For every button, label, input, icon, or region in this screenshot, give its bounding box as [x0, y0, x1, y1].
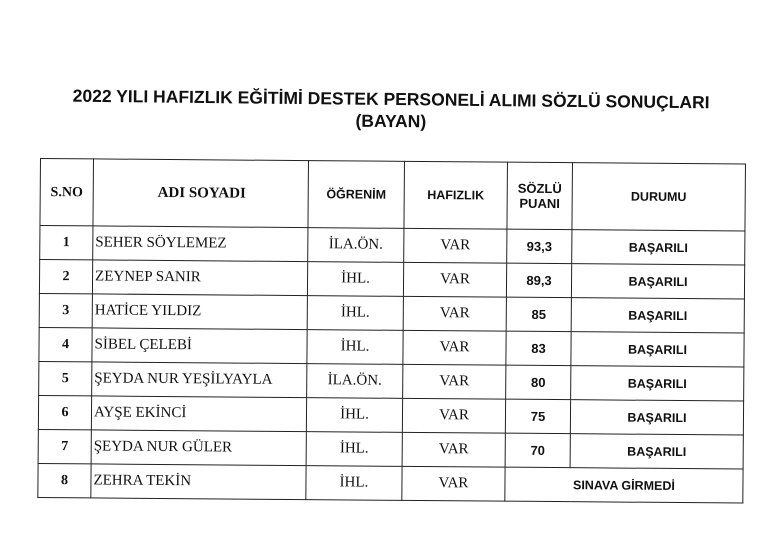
row-name: ZEYNEP SANIR: [92, 260, 307, 296]
row-status: BAŞARILI: [570, 400, 743, 435]
row-score: 93,3: [507, 229, 572, 264]
row-education: İHL.: [306, 432, 402, 467]
row-number: 7: [38, 429, 91, 463]
row-score: 75: [505, 399, 570, 434]
row-number: 4: [39, 327, 92, 361]
row-number: 2: [39, 260, 92, 294]
table-body: [38, 226, 745, 504]
row-status: BAŞARILI: [571, 298, 744, 333]
results-table-wrapper: [37, 158, 746, 504]
row-education: İHL.: [307, 296, 403, 331]
row-score: 85: [506, 297, 571, 332]
header-hafizlik: HAFIZLIK: [404, 161, 508, 229]
table-row: [40, 226, 745, 266]
table-row: [39, 293, 744, 333]
table-row: [39, 361, 744, 401]
row-name: ZEHRA TEKİN: [91, 464, 306, 500]
row-status: BAŞARILI: [572, 230, 745, 265]
document-title: [0, 84, 782, 136]
row-hafizlik: VAR: [402, 466, 505, 501]
row-number: 8: [38, 463, 91, 497]
row-education: İHL.: [306, 466, 402, 501]
row-number: 5: [39, 361, 92, 395]
row-education: İHL.: [307, 262, 403, 297]
row-status: BAŞARILI: [571, 264, 744, 299]
table-row: [39, 327, 744, 367]
row-merged-status: SINAVA GİRMEDİ: [505, 467, 743, 503]
row-education: İLA.ÖN.: [308, 228, 404, 263]
row-name: SİBEL ÇELEBİ: [92, 328, 307, 364]
header-name: ADI SOYADI: [93, 159, 309, 228]
row-hafizlik: VAR: [404, 228, 507, 263]
row-hafizlik: VAR: [402, 432, 505, 467]
row-hafizlik: VAR: [402, 398, 505, 433]
table-row: [39, 260, 744, 300]
row-status: BAŞARILI: [571, 332, 744, 367]
header-no: S.NO: [40, 159, 94, 226]
row-education: İLA.ÖN.: [307, 364, 403, 399]
table-row: [38, 463, 743, 503]
row-education: İHL.: [307, 330, 403, 365]
row-name: HATİCE YILDIZ: [92, 294, 307, 330]
row-hafizlik: VAR: [403, 296, 506, 331]
table-row: [38, 429, 743, 469]
header-education: ÖĞRENİM: [308, 161, 405, 229]
row-hafizlik: VAR: [403, 330, 506, 365]
results-table: [37, 158, 746, 504]
row-number: 6: [38, 395, 91, 429]
row-name: ŞEYDA NUR GÜLER: [91, 430, 306, 466]
title-line-1: 2022 YILI HAFIZLIK EĞİTİMİ DESTEK PERSONELİ ALIMI SÖZLÜ SONUÇLARI: [72, 85, 710, 113]
row-number: 1: [40, 226, 93, 260]
row-education: İHL.: [306, 398, 402, 433]
row-status: BAŞARILI: [570, 434, 743, 469]
row-status: BAŞARILI: [571, 366, 744, 401]
table-row: [38, 395, 743, 435]
header-score-line-1: SÖZLÜ: [517, 180, 562, 197]
row-name: SEHER SÖYLEMEZ: [93, 226, 308, 262]
row-name: AYŞE EKİNCİ: [91, 396, 306, 432]
row-score: 83: [506, 331, 571, 366]
row-hafizlik: VAR: [403, 364, 506, 399]
table-header-row: [40, 159, 746, 232]
header-score: [507, 162, 573, 230]
row-score: 89,3: [506, 263, 571, 298]
row-score: 80: [506, 365, 571, 400]
header-score-line-2: PUANI: [519, 195, 560, 212]
row-score: 70: [505, 433, 570, 468]
row-number: 3: [39, 293, 92, 327]
row-name: ŞEYDA NUR YEŞİLYAYLA: [92, 362, 307, 398]
row-hafizlik: VAR: [403, 262, 506, 297]
title-line-2: (BAYAN): [355, 110, 427, 132]
header-status: DURUMU: [572, 163, 746, 231]
